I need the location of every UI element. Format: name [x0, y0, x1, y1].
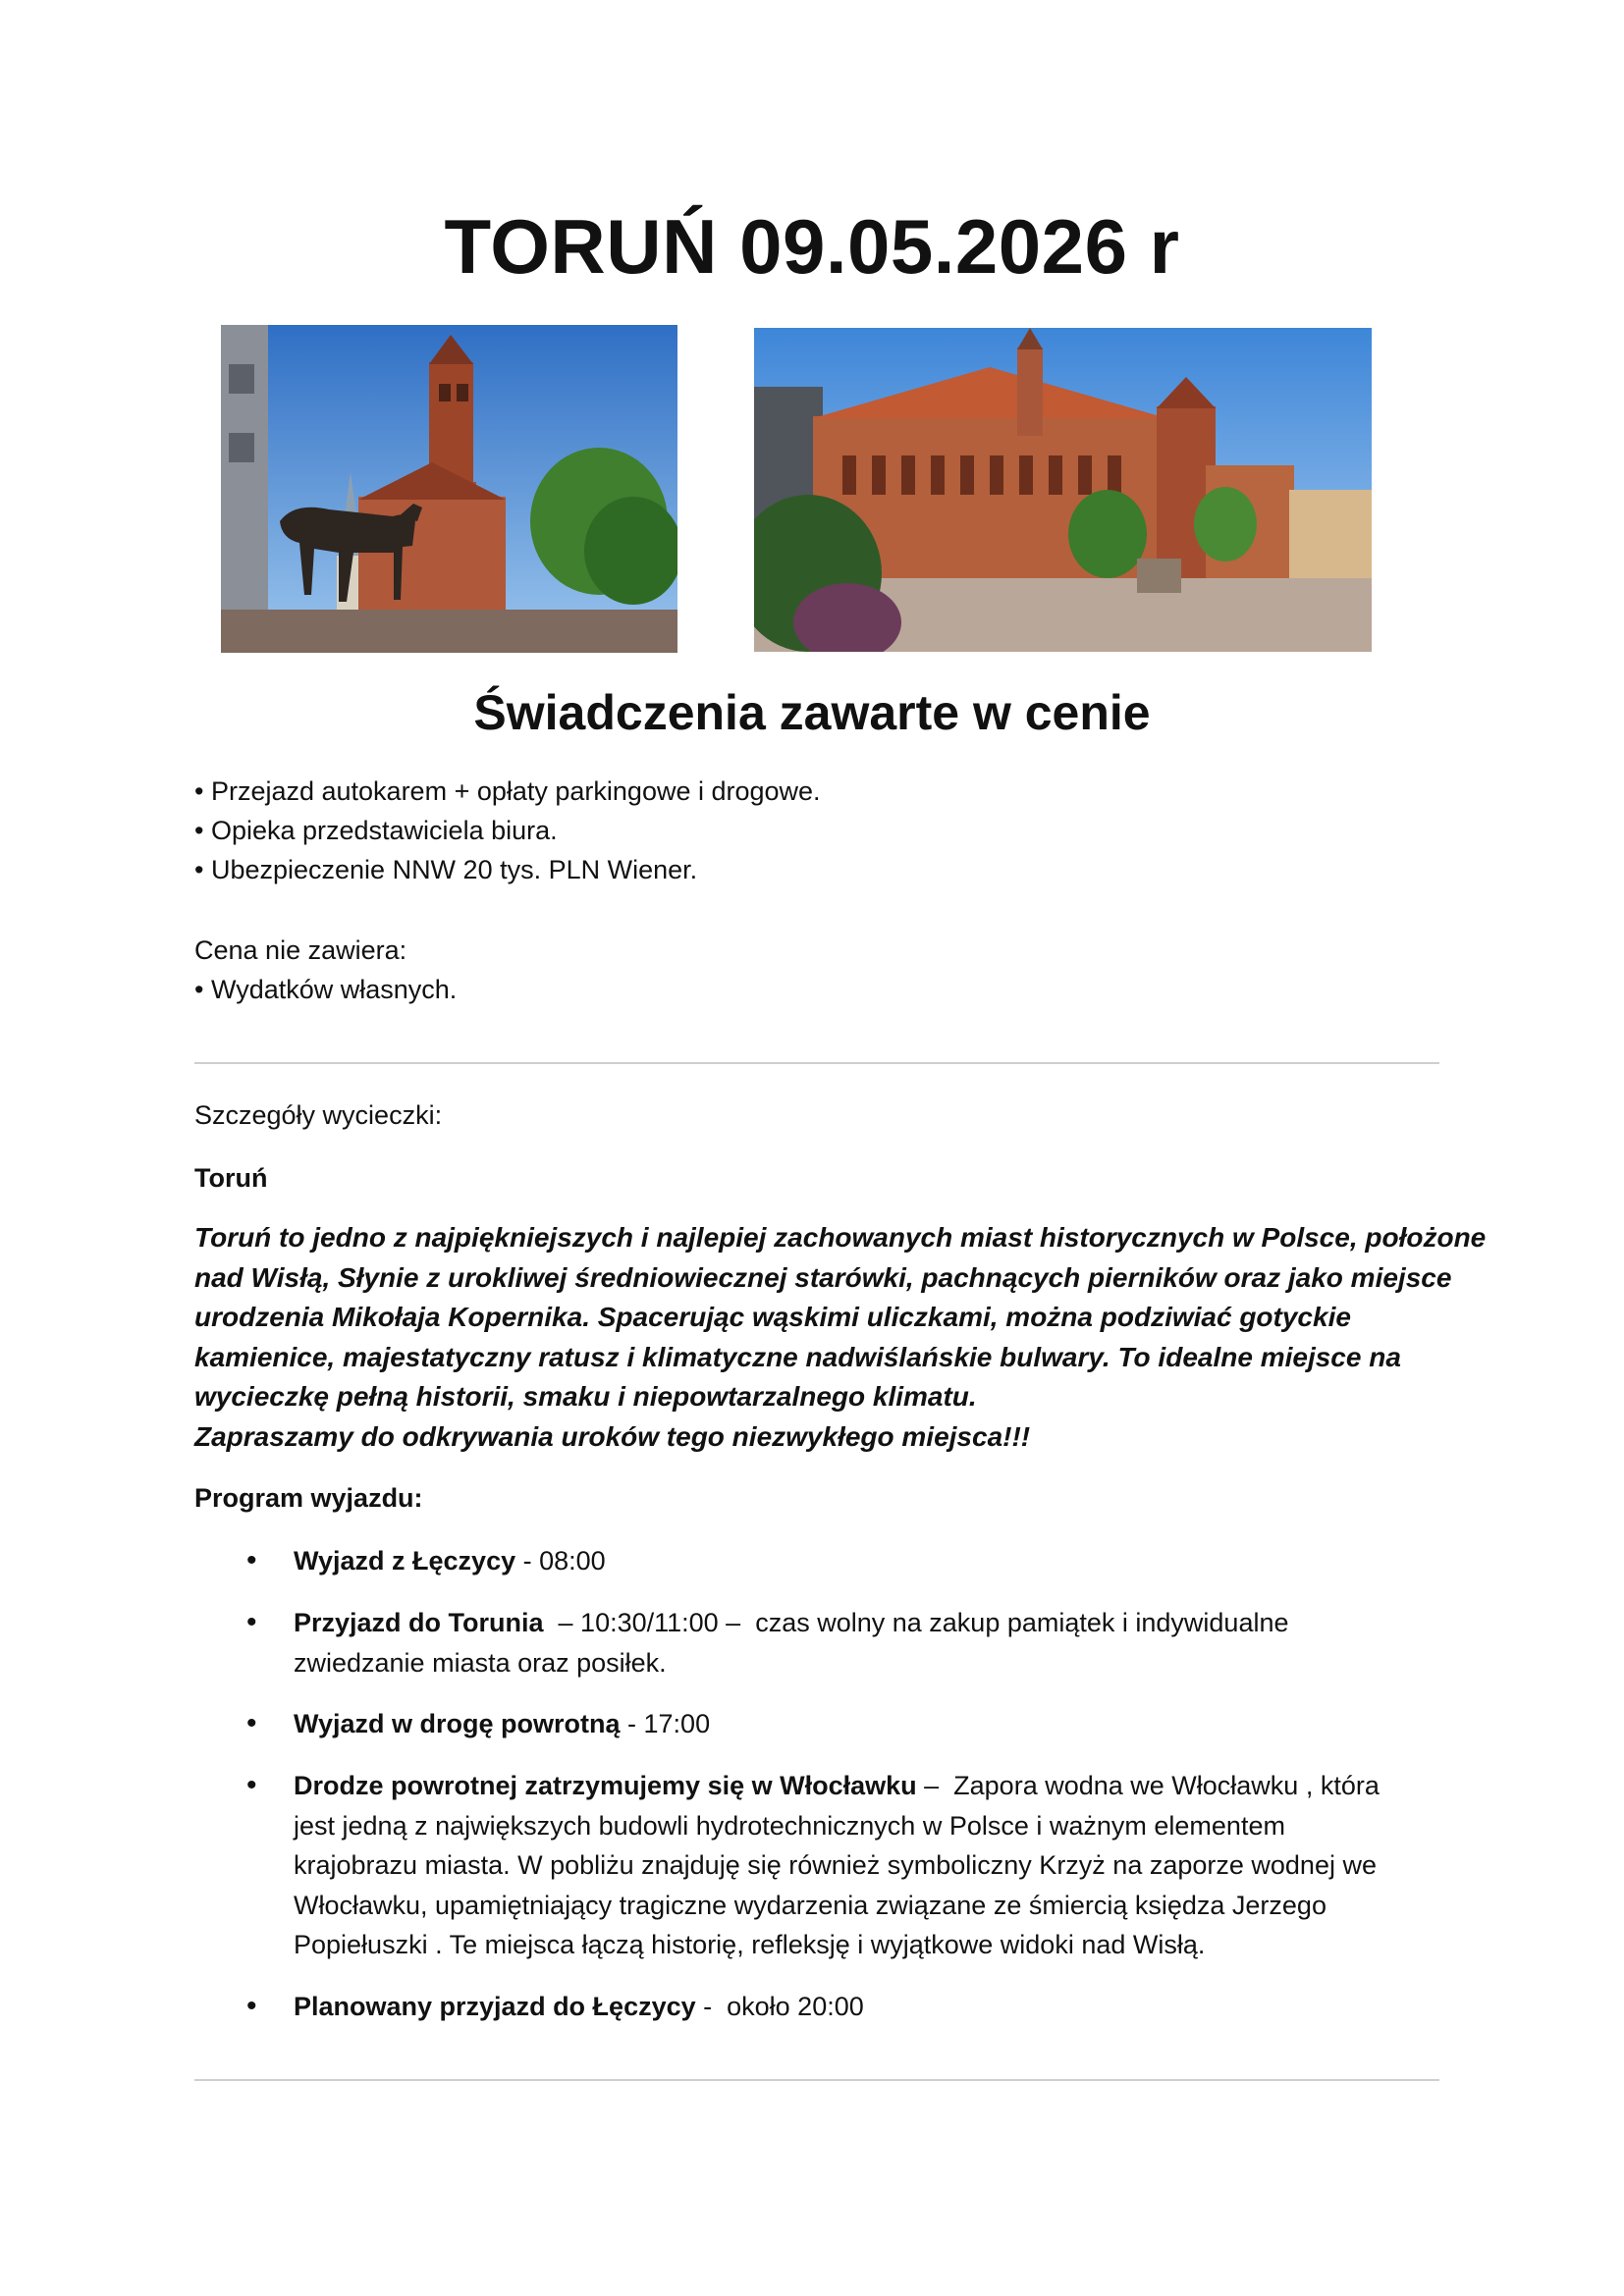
trip-details-label: Szczegóły wycieczki:	[194, 1100, 443, 1130]
program-item-text: - około 20:00	[695, 1992, 864, 2021]
program-item-arrival-torun	[246, 1603, 1433, 1682]
description-line: urodzenia Mikołaja Kopernika. Spacerując wąskimi uliczkami, można podziwiać gotyckie	[194, 1302, 1351, 1332]
description-line: Zapraszamy do odkrywania uroków tego niezwykłego miejsca!!!	[194, 1420, 1031, 1452]
excluded-services-list	[194, 931, 457, 1009]
bullet-icon: •	[246, 1544, 257, 1576]
divider	[194, 1062, 1439, 1064]
program-item-text: jest jedną z największych budowli hydrotechnicznych w Polsce i ważnym elementem	[294, 1810, 1285, 1841]
city-description	[194, 1218, 1487, 1457]
program-item-text: Włocławku, upamiętniający tragiczne wydarzenia związane ze śmiercią księdza Jerzego	[294, 1890, 1326, 1920]
program-item-title: Wyjazd w drogę powrotną	[294, 1709, 621, 1738]
program-item-text: – Zapora wodna we Włocławku , która	[916, 1771, 1380, 1800]
program-item-arrival-leczyca	[246, 1987, 1433, 2027]
bullet-icon: •	[246, 1990, 257, 2022]
list-item: • Ubezpieczenie NNW 20 tys. PLN Wiener.	[194, 855, 698, 884]
excluded-label: Cena nie zawiera:	[194, 935, 407, 965]
description-line: nad Wisłą, Słynie z urokliwej średniowiecznej starówki, pachnących pierników oraz jako miejsce	[194, 1261, 1452, 1293]
photo-old-town-hall-square	[754, 328, 1372, 652]
bullet-icon: •	[246, 1769, 257, 1801]
bullet-icon: •	[246, 1707, 257, 1739]
list-item: • Opieka przedstawiciela biura.	[194, 816, 558, 845]
program-item-text: - 08:00	[515, 1546, 606, 1575]
program-item-title: Przyjazd do Torunia	[294, 1608, 544, 1637]
program-item-wloclawek-stop	[246, 1766, 1433, 1965]
page-title: TORUŃ 09.05.2026 r	[444, 203, 1180, 290]
photo-town-hall-goat-statue	[221, 325, 677, 653]
program-item-text: – 10:30/11:00 – czas wolny na zakup pamiątek i indywidualne	[543, 1608, 1289, 1637]
divider	[194, 2079, 1439, 2081]
included-services-heading: Świadczenia zawarte w cenie	[473, 685, 1151, 740]
program-item-text: krajobrazu miasta. W pobliżu znajduję się również symboliczny Krzyż na zaporze wodnej we	[294, 1850, 1377, 1880]
list-item: • Wydatków własnych.	[194, 975, 458, 1004]
description-line: Toruń to jedno z najpiękniejszych i najlepiej zachowanych miast historycznych w Polsce, położone	[194, 1222, 1487, 1253]
program-item-text: - 17:00	[620, 1709, 711, 1738]
program-item-title: Wyjazd z Łęczycy	[294, 1546, 516, 1575]
program-item-departure	[246, 1541, 1433, 1581]
city-heading: Toruń	[194, 1163, 268, 1193]
included-services-list	[194, 772, 821, 889]
program-item-return-departure	[246, 1704, 1433, 1744]
list-item: • Przejazd autokarem + opłaty parkingowe i drogowe.	[194, 776, 821, 806]
program-item-text: Popiełuszki . Te miejsca łączą historię, refleksję i wyjątkowe widoki nad Wisłą.	[294, 1930, 1206, 1959]
program-item-text: zwiedzanie miasta oraz posiłek.	[294, 1647, 667, 1678]
program-item-title: Drodze powrotnej zatrzymujemy się w Włocławku	[294, 1771, 917, 1800]
description-line: wycieczkę pełną historii, smaku i niepowtarzalnego klimatu.	[194, 1381, 977, 1412]
program-item-title: Planowany przyjazd do Łęczycy	[294, 1992, 696, 2021]
description-line: kamienice, majestatyczny ratusz i klimatyczne nadwiślańskie bulwary. To idealne miejsce na	[194, 1341, 1401, 1372]
program-heading: Program wyjazdu:	[194, 1483, 423, 1513]
bullet-icon: •	[246, 1606, 257, 1638]
